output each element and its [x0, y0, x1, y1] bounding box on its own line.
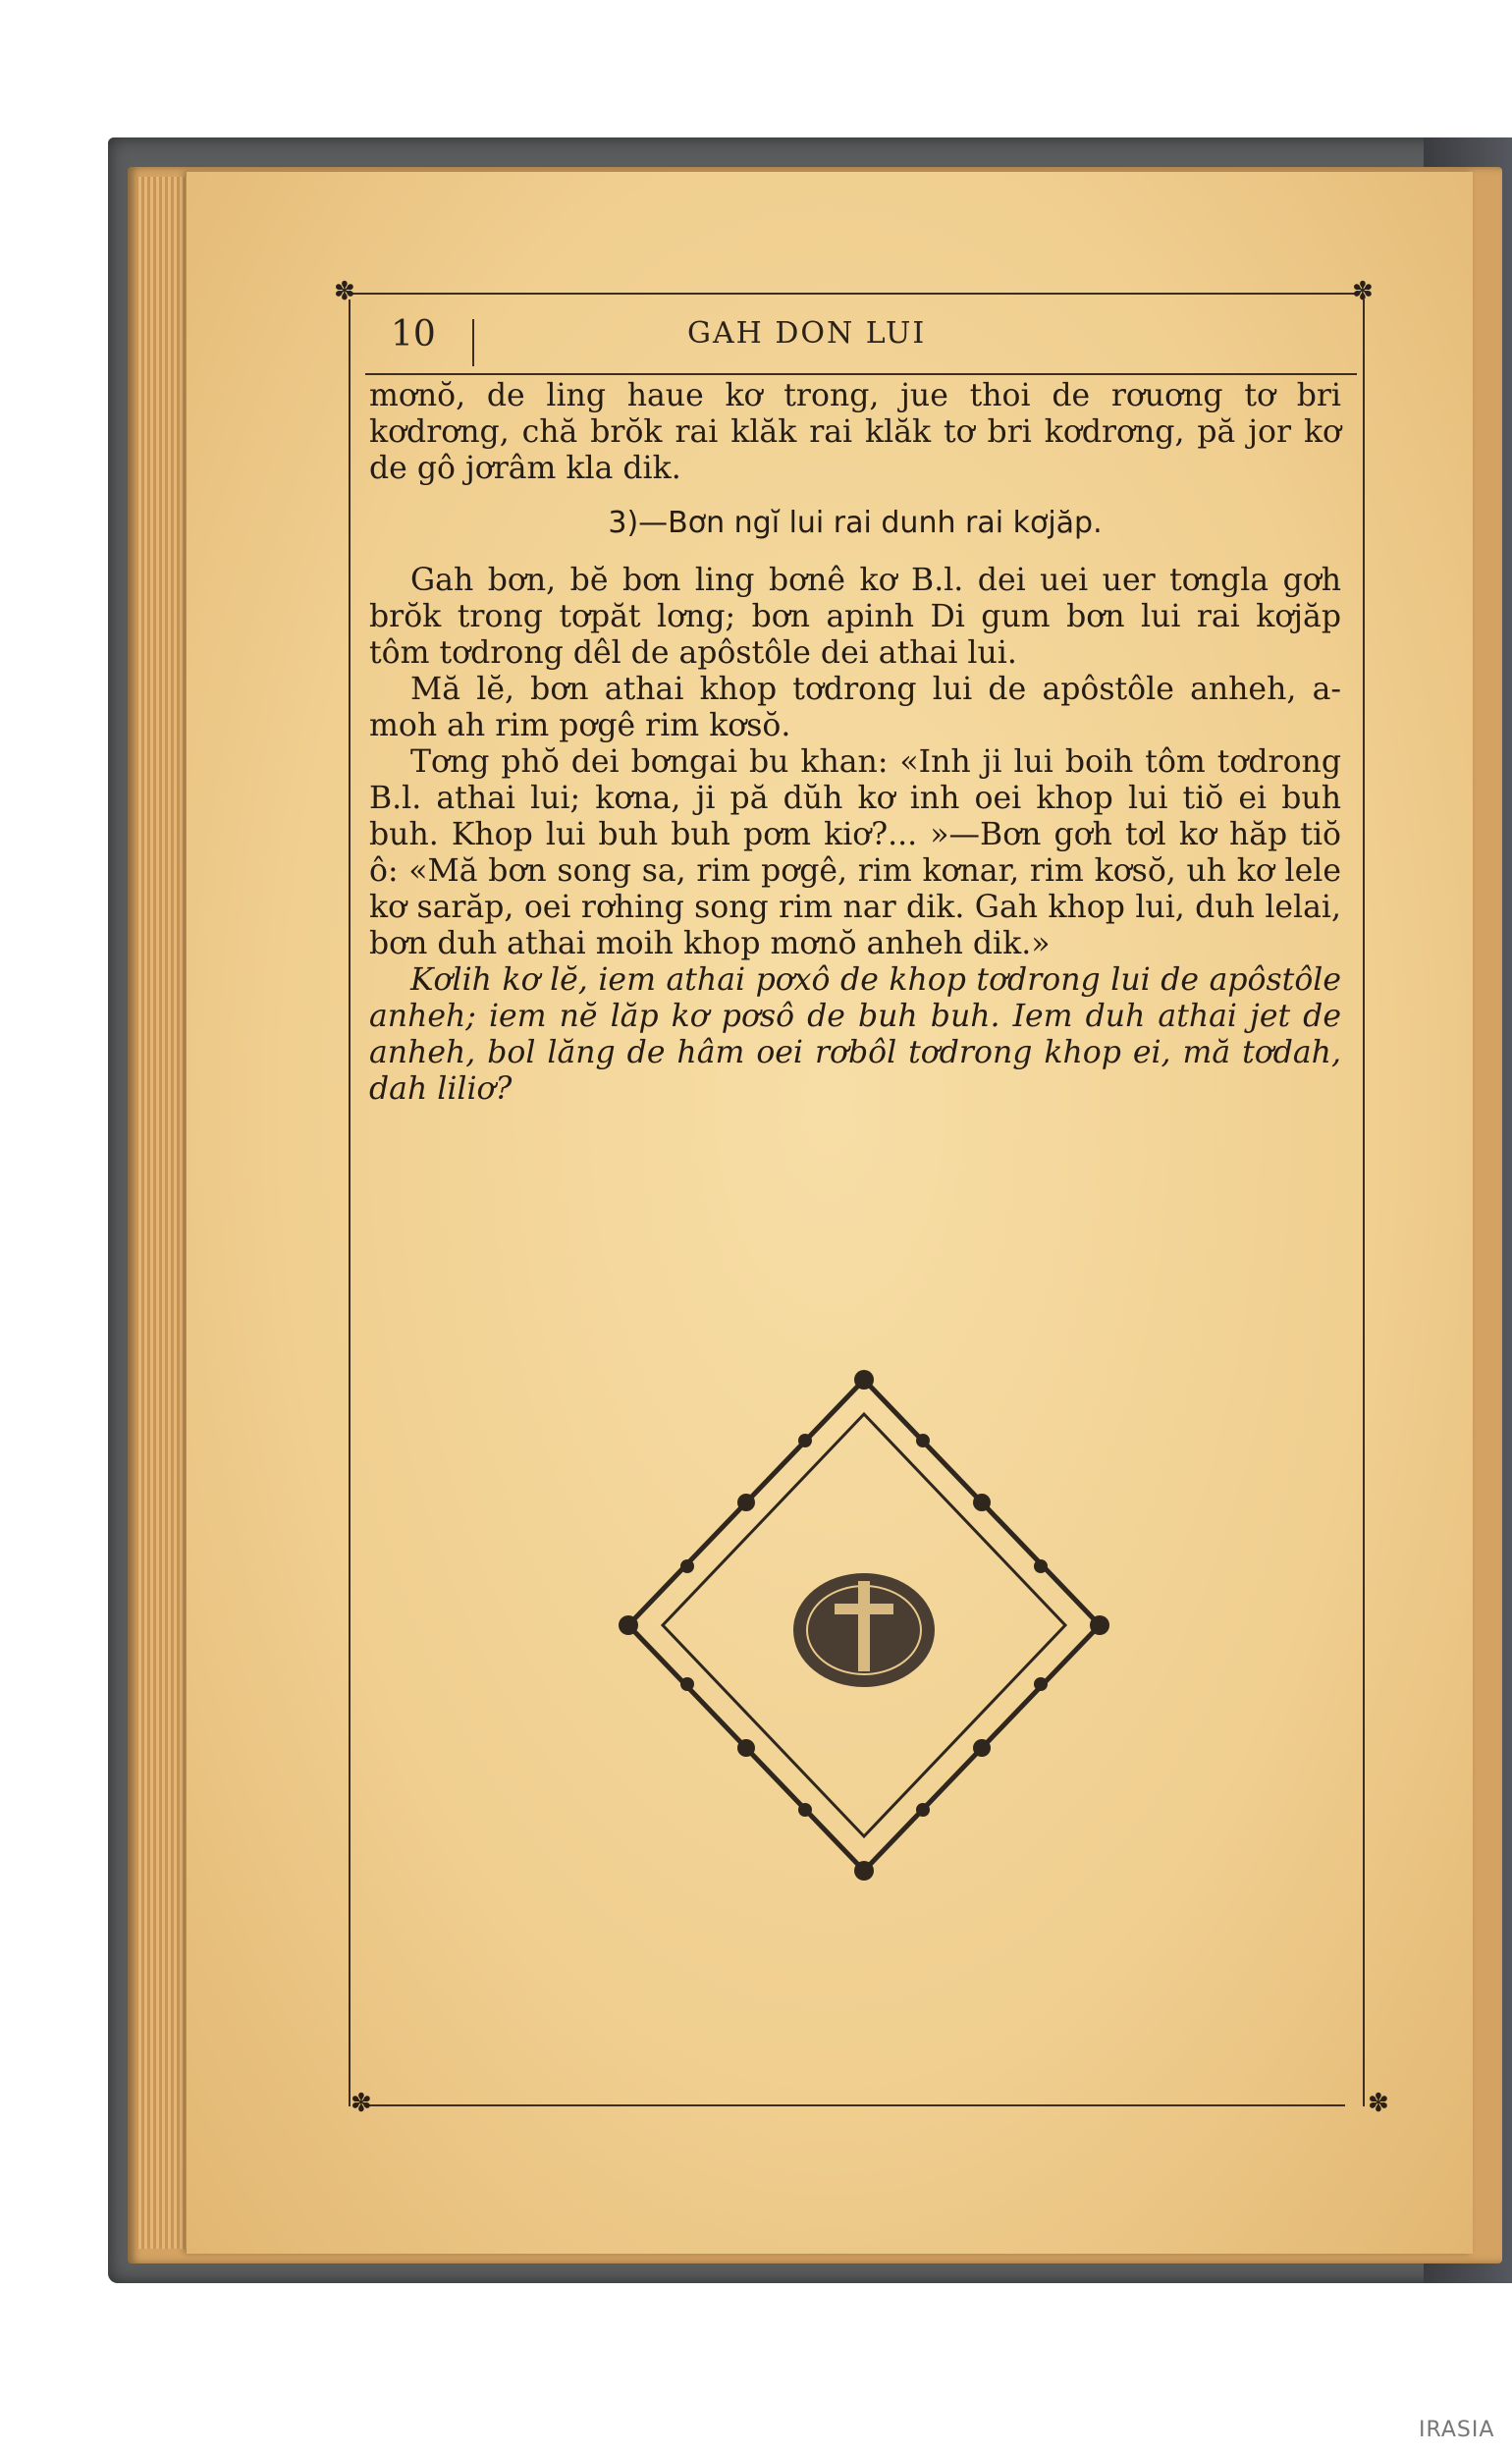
running-title: GAH DON LUI [687, 316, 927, 351]
watermark: IRASIA [1419, 2418, 1495, 2442]
page-body [369, 378, 1341, 1108]
paragraph: Gah bơn, bĕ bơn ling bơnê kơ B.l. dei uei uer tơngla gơh brŏk trong tơpăt lơng; bơn apinh Di gum bơn lui rai kơjăp tôm tơdrong dêl de apôstôle dei athai lui. [369, 563, 1341, 671]
frame-left-rule [349, 300, 351, 2106]
header-rule [365, 373, 1357, 375]
paragraph: mơnŏ, de ling haue kơ trong, jue thoi de rơuơng tơ bri kơdrơng, chă brŏk rai klăk rai klăk tơ bri kơdrơng, pă jor kơ de gô jơrâm kla dik. [369, 378, 1341, 486]
header-separator [472, 319, 474, 366]
paragraph: Mă lĕ, bơn athai khop tơdrong lui de apôstôle anheh, a-moh ah rim pơgê rim kơsŏ. [369, 672, 1341, 743]
frame-top-rule [349, 293, 1360, 295]
corner-flourish-icon: ✽ [351, 2089, 372, 2118]
floral-ornament-icon [604, 1360, 1124, 1890]
frame-right-rule [1363, 300, 1365, 2106]
paragraph-italic: Kơlih kơ lĕ, iem athai pơxô de khop tơdrong lui de apôstôle anheh; iem nĕ lăp kơ pơsô de buh buh. Iem duh athai jet de anheh, bol lăng de hâm oei rơbôl tơdrong khop ei, mă tơdah, dah liliơ? [369, 962, 1341, 1107]
paragraph: Tơng phŏ dei bơngai bu khan: «Inh ji lui boih tôm tơdrong B.l. athai lui; kơna, ji pă dŭh kơ inh oei khop lui tiŏ ei buh buh. Khop lui buh buh pơm kiơ?... »—Bơn gơh tơl kơ hăp tiŏ ô: «Mă bơn song sa, rim pơgê, rim kơnar, rim kơsŏ, uh kơ lele kơ sarăp, oei rơhing song rim nar dik. Gah khop lui, duh lelai, bơn duh athai moih khop mơnŏ anheh dik.» [369, 744, 1341, 961]
frame-bottom-rule [368, 2104, 1345, 2106]
corner-flourish-icon: ✽ [1352, 277, 1374, 306]
corner-flourish-icon: ✽ [334, 277, 355, 306]
section-heading: 3)—Bơn ngĭ lui rai dunh rai kơjăp. [608, 506, 1103, 540]
page-number: 10 [391, 314, 436, 355]
cross-emblem-icon [793, 1573, 935, 1687]
page-edges [135, 177, 194, 2249]
corner-flourish-icon: ✽ [1368, 2089, 1389, 2118]
